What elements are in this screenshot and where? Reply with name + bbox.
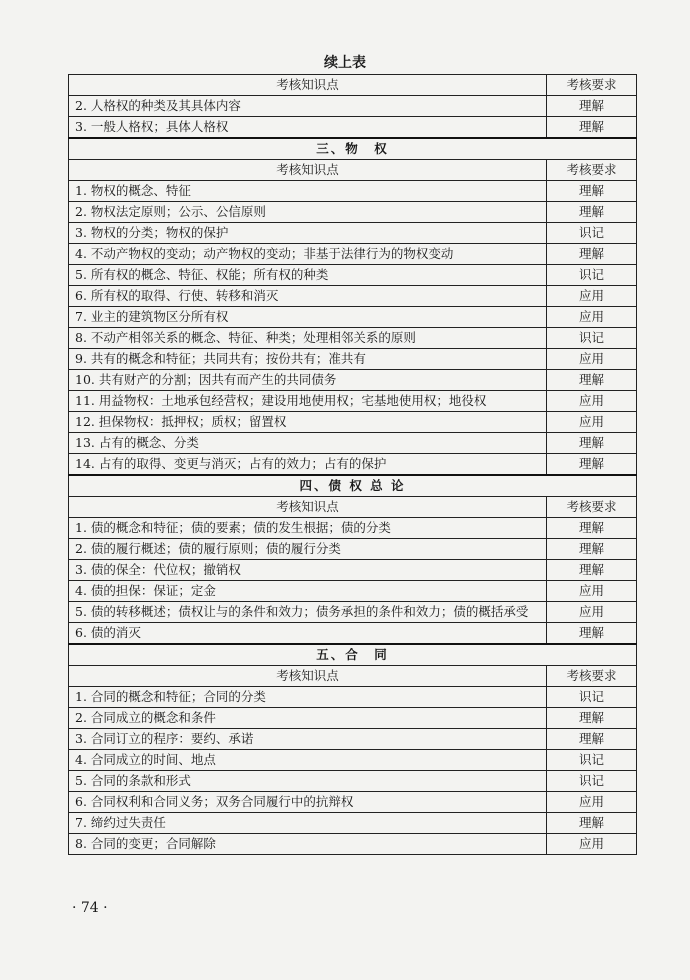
table-row [69, 813, 637, 834]
requirement-cell: 理解 [547, 244, 637, 265]
table-row [69, 307, 637, 328]
requirement-cell: 应用 [547, 349, 637, 370]
table-row [69, 771, 637, 792]
table-row [69, 391, 637, 412]
table-row [69, 117, 637, 139]
table-row [69, 750, 637, 771]
table-header-row [69, 497, 637, 518]
knowledge-point-cell: 1. 物权的概念、特征 [69, 181, 547, 202]
table-row [69, 623, 637, 645]
page-number: · 74 · [72, 900, 108, 916]
table-row [69, 581, 637, 602]
knowledge-point-cell: 1. 合同的概念和特征；合同的分类 [69, 687, 547, 708]
knowledge-point-cell: 12. 担保物权：抵押权；质权；留置权 [69, 412, 547, 433]
knowledge-point-cell: 6. 债的消灭 [69, 623, 547, 645]
page-title: 续上表 [324, 55, 366, 71]
requirement-cell: 应用 [547, 391, 637, 412]
knowledge-point-cell: 5. 债的转移概述；债权让与的条件和效力；债务承担的条件和效力；债的概括承受 [69, 602, 547, 623]
requirement-cell: 理解 [547, 813, 637, 834]
requirement-cell: 理解 [547, 729, 637, 750]
knowledge-point-cell: 8. 不动产相邻关系的概念、特征、种类；处理相邻关系的原则 [69, 328, 547, 349]
knowledge-point-cell: 2. 债的履行概述；债的履行原则；债的履行分类 [69, 539, 547, 560]
knowledge-point-cell: 3. 合同订立的程序：要约、承诺 [69, 729, 547, 750]
requirement-cell: 理解 [547, 433, 637, 454]
requirement-cell: 理解 [547, 181, 637, 202]
table-row [69, 687, 637, 708]
knowledge-point-cell: 2. 人格权的种类及其具体内容 [69, 96, 547, 117]
knowledge-point-cell: 2. 合同成立的概念和条件 [69, 708, 547, 729]
table-row [69, 518, 637, 539]
knowledge-point-cell: 7. 缔约过失责任 [69, 813, 547, 834]
knowledge-point-cell: 1. 债的概念和特征；债的要素；债的发生根据；债的分类 [69, 518, 547, 539]
section-title-row [69, 644, 637, 666]
requirement-cell: 识记 [547, 265, 637, 286]
knowledge-point-cell: 2. 物权法定原则；公示、公信原则 [69, 202, 547, 223]
table-row [69, 412, 637, 433]
requirement-cell: 应用 [547, 307, 637, 328]
knowledge-point-cell: 10. 共有财产的分割；因共有而产生的共同债务 [69, 370, 547, 391]
requirement-cell: 识记 [547, 750, 637, 771]
requirement-cell: 理解 [547, 117, 637, 139]
table-row [69, 834, 637, 855]
table-header-row [69, 666, 637, 687]
knowledge-point-cell: 4. 合同成立的时间、地点 [69, 750, 547, 771]
column-header-requirement: 考核要求 [547, 160, 637, 181]
table-row [69, 202, 637, 223]
requirement-cell: 应用 [547, 412, 637, 433]
knowledge-point-cell: 9. 共有的概念和特征；共同共有；按份共有；准共有 [69, 349, 547, 370]
section-title: 五、合 同 [69, 644, 637, 666]
table-header-row [69, 75, 637, 96]
knowledge-point-cell: 7. 业主的建筑物区分所有权 [69, 307, 547, 328]
table-row [69, 602, 637, 623]
column-header-requirement: 考核要求 [547, 497, 637, 518]
requirement-cell: 应用 [547, 834, 637, 855]
knowledge-point-cell: 5. 合同的条款和形式 [69, 771, 547, 792]
table-row [69, 454, 637, 476]
knowledge-point-cell: 3. 物权的分类；物权的保护 [69, 223, 547, 244]
table-row [69, 223, 637, 244]
column-header-point: 考核知识点 [69, 666, 547, 687]
requirement-cell: 应用 [547, 286, 637, 307]
knowledge-point-cell: 11. 用益物权：土地承包经营权；建设用地使用权；宅基地使用权；地役权 [69, 391, 547, 412]
requirement-cell: 理解 [547, 708, 637, 729]
column-header-point: 考核知识点 [69, 160, 547, 181]
table-row [69, 708, 637, 729]
table-row [69, 328, 637, 349]
requirement-cell: 识记 [547, 687, 637, 708]
section-title-row [69, 475, 637, 497]
requirement-cell: 应用 [547, 581, 637, 602]
column-header-requirement: 考核要求 [547, 75, 637, 96]
table-row [69, 286, 637, 307]
requirement-cell: 应用 [547, 602, 637, 623]
requirement-cell: 应用 [547, 792, 637, 813]
column-header-requirement: 考核要求 [547, 666, 637, 687]
section-title: 三、物 权 [69, 138, 637, 160]
column-header-point: 考核知识点 [69, 497, 547, 518]
knowledge-point-cell: 8. 合同的变更；合同解除 [69, 834, 547, 855]
exam-requirements-table [68, 74, 637, 855]
knowledge-point-cell: 4. 债的担保：保证；定金 [69, 581, 547, 602]
table-row [69, 433, 637, 454]
requirement-cell: 理解 [547, 96, 637, 117]
requirement-cell: 理解 [547, 623, 637, 645]
table-row [69, 265, 637, 286]
table-row [69, 96, 637, 117]
table-row [69, 539, 637, 560]
requirement-cell: 理解 [547, 370, 637, 391]
table-row [69, 349, 637, 370]
column-header-point: 考核知识点 [69, 75, 547, 96]
knowledge-point-cell: 14. 占有的取得、变更与消灭；占有的效力；占有的保护 [69, 454, 547, 476]
table-row [69, 792, 637, 813]
requirement-cell: 识记 [547, 223, 637, 244]
knowledge-point-cell: 13. 占有的概念、分类 [69, 433, 547, 454]
requirement-cell: 识记 [547, 771, 637, 792]
requirement-cell: 理解 [547, 560, 637, 581]
knowledge-point-cell: 5. 所有权的概念、特征、权能；所有权的种类 [69, 265, 547, 286]
knowledge-point-cell: 6. 合同权利和合同义务；双务合同履行中的抗辩权 [69, 792, 547, 813]
requirement-cell: 理解 [547, 539, 637, 560]
requirement-cell: 理解 [547, 518, 637, 539]
table-row [69, 181, 637, 202]
requirement-cell: 理解 [547, 202, 637, 223]
table-row [69, 560, 637, 581]
table-row [69, 244, 637, 265]
knowledge-point-cell: 6. 所有权的取得、行使、转移和消灭 [69, 286, 547, 307]
exam-table-body [69, 75, 637, 855]
table-header-row [69, 160, 637, 181]
section-title-row [69, 138, 637, 160]
table-row [69, 370, 637, 391]
section-title: 四、债 权 总 论 [69, 475, 637, 497]
knowledge-point-cell: 3. 一般人格权；具体人格权 [69, 117, 547, 139]
knowledge-point-cell: 3. 债的保全：代位权；撤销权 [69, 560, 547, 581]
requirement-cell: 识记 [547, 328, 637, 349]
knowledge-point-cell: 4. 不动产物权的变动；动产物权的变动；非基于法律行为的物权变动 [69, 244, 547, 265]
table-row [69, 729, 637, 750]
requirement-cell: 理解 [547, 454, 637, 476]
